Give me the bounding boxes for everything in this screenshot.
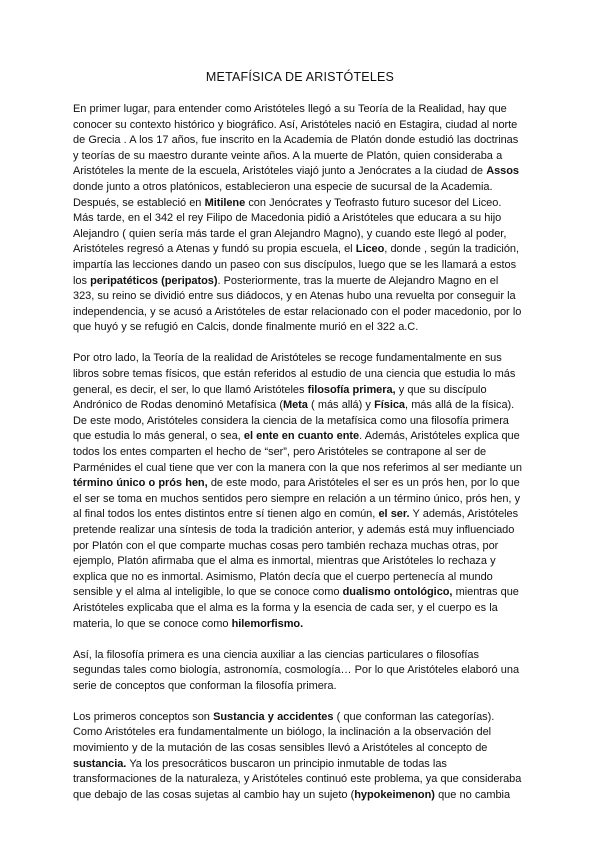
text-run: libros sobre temas físicos, que están referidos al estudio de una ciencia que estudia lo más xyxy=(73,368,516,380)
text-run: de este modo, para Aristóteles el ser es un prós hen, por lo que xyxy=(207,477,520,490)
bold-term: el ente en cuanto ente xyxy=(243,430,360,443)
text-run: que huyó y se refugió en Calcis, donde finalmente murió en el 322 a.C. xyxy=(73,321,419,334)
text-line xyxy=(73,492,531,508)
text-line xyxy=(73,180,531,196)
text-run: transformaciones de la naturaleza, y Aristóteles continuó este problema, ya que consideraba xyxy=(73,773,522,786)
text-line xyxy=(73,102,531,118)
text-run: los xyxy=(73,274,91,287)
paragraph xyxy=(73,102,531,336)
text-line xyxy=(73,523,531,539)
text-run: Ya los presocráticos buscaron un principio inmutable de todas las xyxy=(126,757,447,770)
text-line xyxy=(73,414,531,430)
text-run: Aristóteles la mente de la escuela, Aristóteles viajó junto a Jenócrates a la ciudad de xyxy=(73,165,487,178)
text-run: explica que no es inmortal. Asimismo, Platón decía que el cuerpo pertenecía al mundo xyxy=(73,570,493,583)
text-run: pretende realizar una síntesis de toda la tradición anterior, y además está muy influenciado xyxy=(73,523,515,536)
text-run: . Posteriormente, tras la muerte de Alejandro Magno en el xyxy=(217,274,499,287)
text-run: De este modo, Aristóteles considera la ciencia de la metafísica como una filosofía primera xyxy=(73,414,509,427)
text-run: conocer su contexto histórico y biográfico. Así, Aristóteles nació en Estagira, ciudad al norte xyxy=(73,118,518,131)
text-line xyxy=(73,725,531,741)
bold-term: término único o prós hen, xyxy=(73,477,208,490)
text-run: al final todos los entes distintos entre sí tienen algo en común, xyxy=(73,508,379,521)
text-line xyxy=(73,679,531,695)
text-line xyxy=(73,305,531,321)
text-line xyxy=(73,772,531,788)
text-run: Como Aristóteles era fundamentalmente un biólogo, la inclinación a la observación del xyxy=(73,726,492,739)
text-run: y teorías de su maestro durante veinte años. A la muerte de Platón, quien consideraba a xyxy=(73,149,503,162)
text-line xyxy=(73,164,531,180)
bold-term: filosofía primera, xyxy=(307,383,396,396)
text-run: Así, la filosofía primera es una ciencia auxiliar a las ciencias particulares o filosofías xyxy=(73,648,479,661)
text-run: Después, se estableció en xyxy=(73,196,205,209)
text-line xyxy=(73,149,531,165)
paragraph xyxy=(73,710,531,804)
text-line xyxy=(73,585,531,601)
text-line xyxy=(73,351,531,367)
text-run: y que su discípulo xyxy=(395,383,487,396)
text-line xyxy=(73,320,531,336)
text-line xyxy=(73,118,531,134)
text-line xyxy=(73,383,531,399)
bold-term: Assos xyxy=(486,165,519,178)
text-run: serie de conceptos que conforman la filosofía primera. xyxy=(73,679,337,692)
text-run: Parménides el cual tiene que ver con la manera con la que nos referimos al ser mediante un xyxy=(73,461,522,474)
text-line xyxy=(73,617,531,633)
text-run: ( más allá) y xyxy=(307,399,375,412)
text-line xyxy=(73,227,531,243)
bold-term: peripatéticos (peripatos) xyxy=(90,274,218,287)
text-run: que debajo de las cosas sujetas al cambio hay un sujeto ( xyxy=(73,788,355,801)
text-run: independencia, y se acusó a Aristóteles de estar relacionado con el poder macedonio, por lo xyxy=(73,305,522,318)
text-line xyxy=(73,663,531,679)
bold-term: Física xyxy=(374,399,405,412)
text-run: ( que conforman las categorías). xyxy=(333,710,495,723)
text-line xyxy=(73,539,531,555)
text-run: , donde , según la tradición, xyxy=(384,243,519,256)
text-run: En primer lugar, para entender como Aristóteles llegó a su Teoría de la Realidad, hay que xyxy=(73,103,507,115)
text-run: de Grecia . A los 17 años, fue inscrito en la Academia de Platón donde estudió las doctrinas xyxy=(73,134,519,147)
text-run: Aristóteles regresó a Atenas y fundó su propia escuela, el xyxy=(73,243,356,256)
text-run: impartía las lecciones dando un paseo con sus discípulos, luego que se les llamará a estos xyxy=(73,258,517,271)
bold-term: dualismo ontológico, xyxy=(342,586,453,599)
text-run: mientras que xyxy=(452,586,519,599)
text-line xyxy=(73,289,531,305)
text-run: segundas tales como biología, astronomía, cosmología… Por lo que Aristóteles elaboró una xyxy=(73,664,520,677)
bold-term: Sustancia y accidentes xyxy=(213,710,334,723)
text-run: que no cambia xyxy=(434,788,511,801)
bold-term: el ser. xyxy=(378,508,410,521)
bold-term: hilemorfismo. xyxy=(231,617,304,630)
text-line xyxy=(73,461,531,477)
text-run: . Además, Aristóteles explica que xyxy=(359,430,520,443)
text-run: que estudia lo más general, o sea, xyxy=(73,430,244,443)
paragraph xyxy=(73,648,531,695)
text-run: Alejandro ( quien sería más tarde el gran Alejandro Magno), y cuando este llegó al poder, xyxy=(73,227,507,240)
text-run: , más allá de la física). xyxy=(404,399,515,412)
text-line xyxy=(73,570,531,586)
text-run: donde junto a otros platónicos, establecieron una especie de sucursal de la Academia. xyxy=(73,180,493,193)
document-body xyxy=(73,102,531,819)
text-run: ejemplo, Platón afirmaba que el alma es inmortal, mientras que Aristóteles lo rechaza y xyxy=(73,555,496,568)
text-line xyxy=(73,445,531,461)
text-line xyxy=(73,133,531,149)
paragraph xyxy=(73,351,531,632)
text-run: materia, lo que se conoce como xyxy=(73,617,232,630)
bold-term: Meta xyxy=(282,399,308,412)
text-line xyxy=(73,211,531,227)
text-run: movimiento y de la mutación de las cosas sensibles llevó a Aristóteles al concepto de xyxy=(73,742,488,755)
text-run: con Jenócrates y Teofrasto futuro sucesor del Liceo. xyxy=(245,196,502,209)
text-line xyxy=(73,476,531,492)
text-run: Por otro lado, la Teoría de la realidad de Aristóteles se recoge fundamentalmente en sus xyxy=(73,352,502,365)
text-run: por Platón con el que comparte muchas cosas pero también rechaza muchas otras, por xyxy=(73,539,499,552)
text-run: Los primeros conceptos son xyxy=(73,710,214,723)
text-line xyxy=(73,196,531,212)
bold-term: sustancia. xyxy=(73,757,127,770)
text-line xyxy=(73,507,531,523)
text-line xyxy=(73,367,531,383)
text-line xyxy=(73,554,531,570)
text-line xyxy=(73,648,531,664)
text-line xyxy=(73,710,531,726)
text-run: Más tarde, en el 342 el rey Filipo de Macedonia pidió a Aristóteles que educara a su hijo xyxy=(73,212,502,225)
text-run: 323, su reino se dividió entre sus diádocos, y en Atenas hubo una revuelta por conseguir la xyxy=(73,290,516,303)
text-line xyxy=(73,398,531,414)
text-run: sensible y el alma al inteligible, lo que se conoce como xyxy=(73,586,343,599)
text-run: Aristóteles explicaba que el alma es la forma y la esencia de cada ser, y el cuerpo es la xyxy=(73,601,498,614)
text-run: todos los entes comparten el hecho de “ser”, pero Aristóteles se contrapone al ser de xyxy=(73,445,487,458)
text-line xyxy=(73,757,531,773)
text-line xyxy=(73,274,531,290)
text-run: Y además, Aristóteles xyxy=(409,508,519,521)
bold-term: Liceo xyxy=(355,243,385,256)
text-run: general, es decir, el ser, lo que llamó Aristóteles xyxy=(73,383,308,396)
bold-term: hypokeimenon) xyxy=(354,788,435,801)
bold-term: Mitilene xyxy=(204,196,246,209)
text-line xyxy=(73,258,531,274)
text-run: Andrónico de Rodas denominó Metafísica ( xyxy=(73,399,283,412)
text-line xyxy=(73,242,531,258)
text-line xyxy=(73,601,531,617)
text-line xyxy=(73,741,531,757)
text-run: el ser se toma en muchos sentidos pero siempre en relación a un término único, prós hen, y xyxy=(73,492,521,505)
text-line xyxy=(73,788,531,804)
document-title: METAFÍSICA DE ARISTÓTELES xyxy=(205,70,395,84)
text-line xyxy=(73,429,531,445)
